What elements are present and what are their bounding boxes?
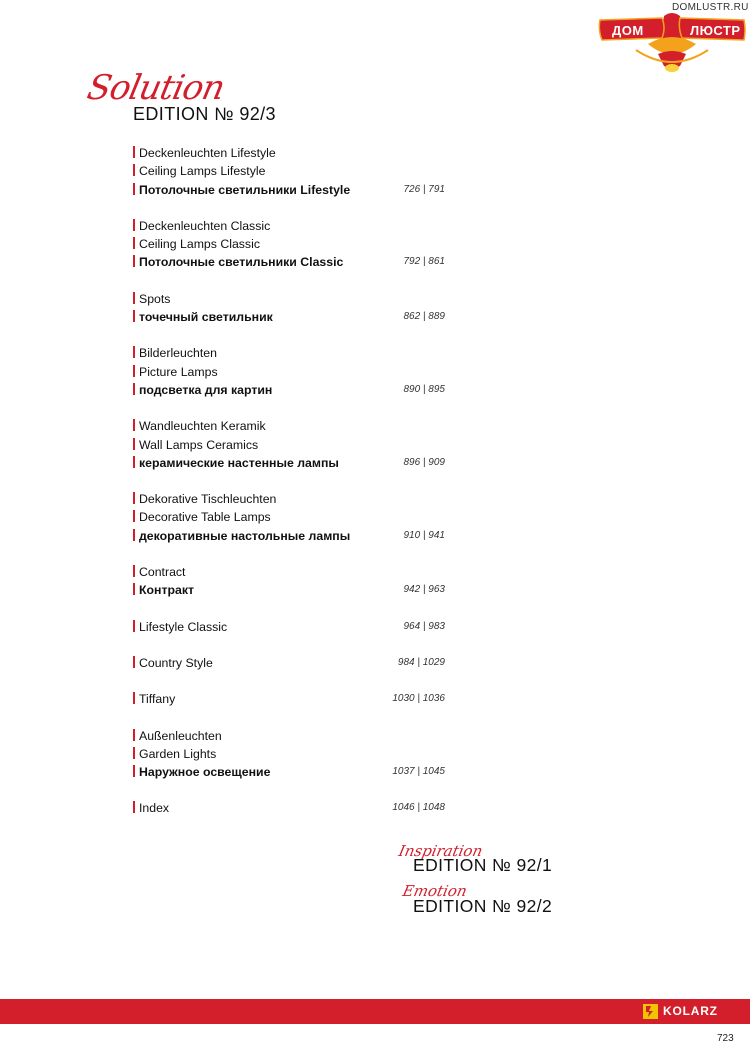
page-number: 723 [717,1033,734,1044]
toc-entry-label: Spots [139,291,171,306]
toc-entry [133,563,473,581]
toc-group[interactable] [133,799,473,817]
logo-word-right: ЛЮСТР [690,23,741,38]
toc-group[interactable] [133,144,473,199]
toc-entry [133,690,473,708]
toc-entry [133,763,473,781]
toc-entry [133,253,473,271]
red-bar-marker [133,164,135,176]
toc-entry-label: Index [139,801,170,816]
edition-label: EDITION № 92/2 [413,896,553,916]
toc-page-range: 862 | 889 [403,311,445,323]
toc-entry-label: Ceiling Lamps Classic [139,237,260,252]
edition-label: EDITION № 92/1 [413,855,553,875]
toc-entry-label: Потолочные светильники Classic [139,255,344,270]
red-bar-marker [133,438,135,450]
toc-entry [133,454,473,472]
toc-entry [133,436,473,454]
toc-page-range: 896 | 909 [403,456,445,468]
red-bar-marker [133,365,135,377]
toc-entry [133,745,473,763]
toc-group[interactable] [133,563,473,600]
toc-entry-label: Lifestyle Classic [139,619,228,634]
toc-page-range: 910 | 941 [403,529,445,541]
toc-entry-label: Country Style [139,655,213,670]
toc-entry-label: Contract [139,565,186,580]
toc-entry-label: Dekorative Tischleuchten [139,492,277,507]
toc-page-range: 726 | 791 [403,183,445,195]
site-url: DOMLUSTR.RU [672,2,749,13]
edition-script-label: Inspiration [397,842,485,860]
red-bar-marker [133,346,135,358]
toc-entry [133,381,473,399]
toc-entry-label: декоративные настольные лампы [139,528,351,543]
toc-entry [133,727,473,745]
toc-entry [133,217,473,235]
red-bar-marker [133,183,135,195]
red-bar-marker [133,656,135,668]
toc-entry-label: Потолочные светильники Lifestyle [139,182,351,197]
toc-entry [133,490,473,508]
toc-page-range: 964 | 983 [403,620,445,632]
toc-entry [133,181,473,199]
toc-entry-label: точечный светильник [139,310,273,325]
red-bar-marker [133,310,135,322]
toc-entry [133,344,473,362]
toc-group[interactable] [133,217,473,272]
toc-group[interactable] [133,417,473,472]
toc-group[interactable] [133,690,473,708]
toc-entry-label: Ceiling Lamps Lifestyle [139,164,266,179]
toc-group[interactable] [133,490,473,545]
red-bar-marker [133,255,135,267]
toc-entry [133,417,473,435]
toc-page-range: 1037 | 1045 [392,766,445,778]
toc-entry-label: керамические настенные лампы [139,455,339,470]
toc-entry [133,508,473,526]
toc-entry [133,162,473,180]
red-bar-marker [133,620,135,632]
red-bar-marker [133,583,135,595]
toc-page-range: 792 | 861 [403,256,445,268]
red-bar-marker [133,237,135,249]
toc-group[interactable] [133,618,473,636]
table-of-contents [133,144,473,836]
toc-entry-label: Picture Lamps [139,364,218,379]
toc-entry-label: Deckenleuchten Lifestyle [139,146,276,160]
red-bar-marker [133,219,135,231]
red-bar-marker [133,765,135,777]
toc-entry-label: Decorative Table Lamps [139,510,271,525]
red-bar-marker [133,510,135,522]
footer-bar [0,999,750,1024]
dom-lustr-logo [598,10,746,74]
edition-title: EDITION № 92/3 [133,104,276,124]
toc-entry-label: Deckenleuchten Classic [139,218,271,233]
toc-entry [133,654,473,672]
toc-entry-label: Tiffany [139,692,176,707]
logo-word-left: ДОМ [612,23,644,38]
toc-entry [133,308,473,326]
red-bar-marker [133,692,135,704]
red-bar-marker [133,529,135,541]
toc-page-range: 942 | 963 [403,584,445,596]
red-bar-marker [133,492,135,504]
toc-entry [133,527,473,545]
red-bar-marker [133,383,135,395]
red-bar-marker [133,456,135,468]
toc-page-range: 1030 | 1036 [392,693,445,705]
toc-entry [133,235,473,253]
toc-entry-label: Bilderleuchten [139,346,217,361]
toc-entry [133,363,473,381]
toc-entry [133,799,473,817]
red-bar-marker [133,801,135,813]
toc-page-range: 984 | 1029 [397,656,445,668]
toc-group[interactable] [133,290,473,327]
toc-group[interactable] [133,727,473,782]
logo-graphic [598,10,746,74]
toc-entry-label: Wall Lamps Ceramics [139,437,259,452]
red-bar-marker [133,146,135,158]
toc-entry [133,144,473,162]
toc-entry-label: Außenleuchten [139,728,222,743]
red-bar-marker [133,419,135,431]
toc-entry-label: подсветка для картин [139,382,273,397]
toc-entry [133,581,473,599]
toc-entry [133,618,473,636]
toc-group[interactable] [133,654,473,672]
red-bar-marker [133,565,135,577]
toc-group[interactable] [133,344,473,399]
red-bar-marker [133,729,135,741]
script-heading: Solution [83,68,228,108]
red-bar-marker [133,747,135,759]
toc-entry-label: Garden Lights [139,746,217,761]
toc-entry [133,290,473,308]
brand-name: KOLARZ [663,1004,718,1018]
toc-entry-label: Wandleuchten Keramik [139,419,266,434]
toc-entry-label: Контракт [139,583,194,598]
edition-script-label: Emotion [401,882,469,900]
toc-page-range: 890 | 895 [403,383,445,395]
toc-page-range: 1046 | 1048 [392,802,445,814]
red-bar-marker [133,292,135,304]
kolarz-mark-icon [643,1004,658,1019]
toc-entry-label: Наружное освещение [139,765,271,780]
